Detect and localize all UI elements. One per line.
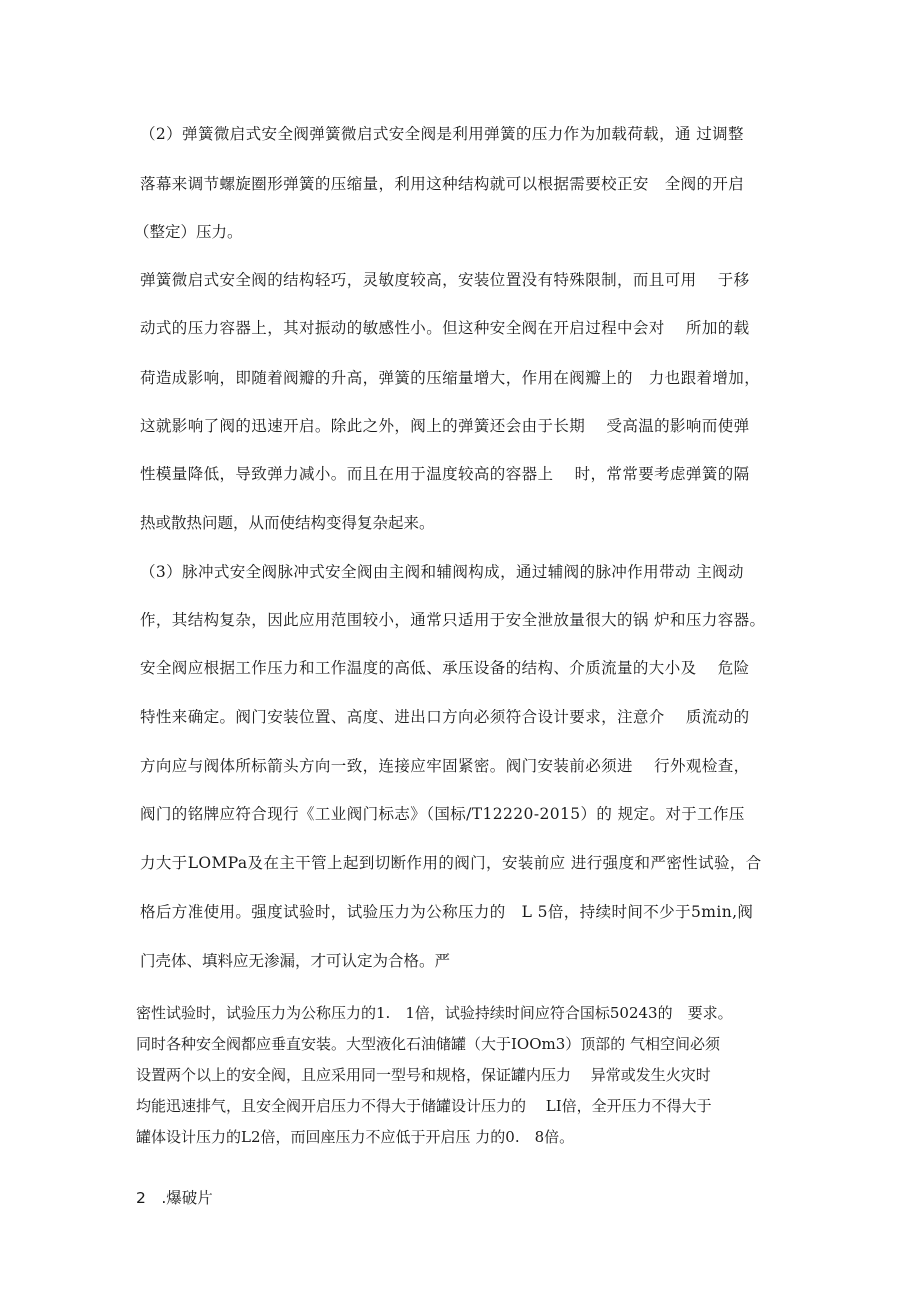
- paragraph-line: 阀门的铭牌应符合现行《工业阀门标志》（国标/T12220-2015）的 规定。对于工作压: [140, 805, 745, 823]
- paragraph-line: 落幕来调节螺旋圈形弹簧的压缩量，利用这种结构就可以根据需要校正安 全阀的开启: [140, 175, 745, 193]
- paragraph-line: 设置两个以上的安全阀，且应采用同一型号和规格，保证罐内压力 异常或发生火灾时: [136, 1066, 711, 1084]
- paragraph-line: （整定）压力。: [134, 223, 243, 241]
- paragraph-line: 均能迅速排气，且安全阀开启压力不得大于储罐设计压力的 LI倍，全开压力不得大于: [136, 1097, 712, 1115]
- paragraph-line: （2）弹簧微启式安全阀弹簧微启式安全阀是利用弹簧的压力作为加载荷载，通 过调整: [140, 125, 744, 143]
- paragraph-line: （3）脉冲式安全阀脉冲式安全阀由主阀和辅阀构成，通过辅阀的脉冲作用带动 主阀动: [140, 563, 744, 581]
- paragraph-line: 这就影响了阀的迅速开启。除此之外，阀上的弹簧还会由于长期 受高温的影响而使弹: [140, 417, 750, 435]
- paragraph-line: 格后方准使用。强度试验时，试验压力为公称压力的 L 5倍，持续时间不少于5min,阀: [140, 903, 754, 921]
- paragraph-line: 密性试验时，试验压力为公称压力的1. 1倍，试验持续时间应符合国标50243的 要求。: [136, 1004, 733, 1022]
- paragraph-line: 力大于LOMPa及在主干管上起到切断作用的阀门，安装前应 进行强度和严密性试验，合: [140, 854, 762, 872]
- paragraph-line: 弹簧微启式安全阀的结构轻巧，灵敏度较高，安装位置没有特殊限制，而且可用 于移: [140, 271, 750, 289]
- paragraph-line: 罐体设计压力的L2倍，而回座压力不应低于开启压 力的0. 8倍。: [136, 1128, 575, 1146]
- paragraph-line: 安全阀应根据工作压力和工作温度的高低、承压设备的结构、介质流量的大小及 危险: [140, 659, 750, 677]
- paragraph-line: 热或散热问题，从而使结构变得复杂起来。: [140, 514, 435, 532]
- paragraph-line: 同时各种安全阀都应垂直安装。大型液化石油储罐（大于IOOm3）顶部的 气相空间必须: [136, 1035, 721, 1053]
- paragraph-line: 作，其结构复杂，因此应用范围较小，通常只适用于安全泄放量很大的锅 炉和压力容器。: [140, 611, 766, 629]
- paragraph-line: 特性来确定。阀门安装位置、高度、进出口方向必须符合设计要求，注意介 质流动的: [140, 708, 750, 726]
- section-heading: 2 .爆破片: [136, 1189, 213, 1207]
- paragraph-line: 动式的压力容器上，其对振动的敏感性小。但这种安全阀在开启过程中会对 所加的载: [140, 319, 750, 337]
- paragraph-line: 方向应与阀体所标箭头方向一致，连接应牢固紧密。阀门安装前必须进 行外观检查，: [140, 757, 750, 775]
- paragraph-line: 性模量降低，导致弹力减小。而且在用于温度较高的容器上 时，常常要考虑弹簧的隔: [140, 465, 750, 483]
- paragraph-line: 荷造成影响，即随着阀瓣的升高，弹簧的压缩量增大，作用在阀瓣上的 力也跟着增加，: [140, 369, 761, 387]
- paragraph-line: 门壳体、填料应无渗漏，才可认定为合格。严: [140, 952, 451, 970]
